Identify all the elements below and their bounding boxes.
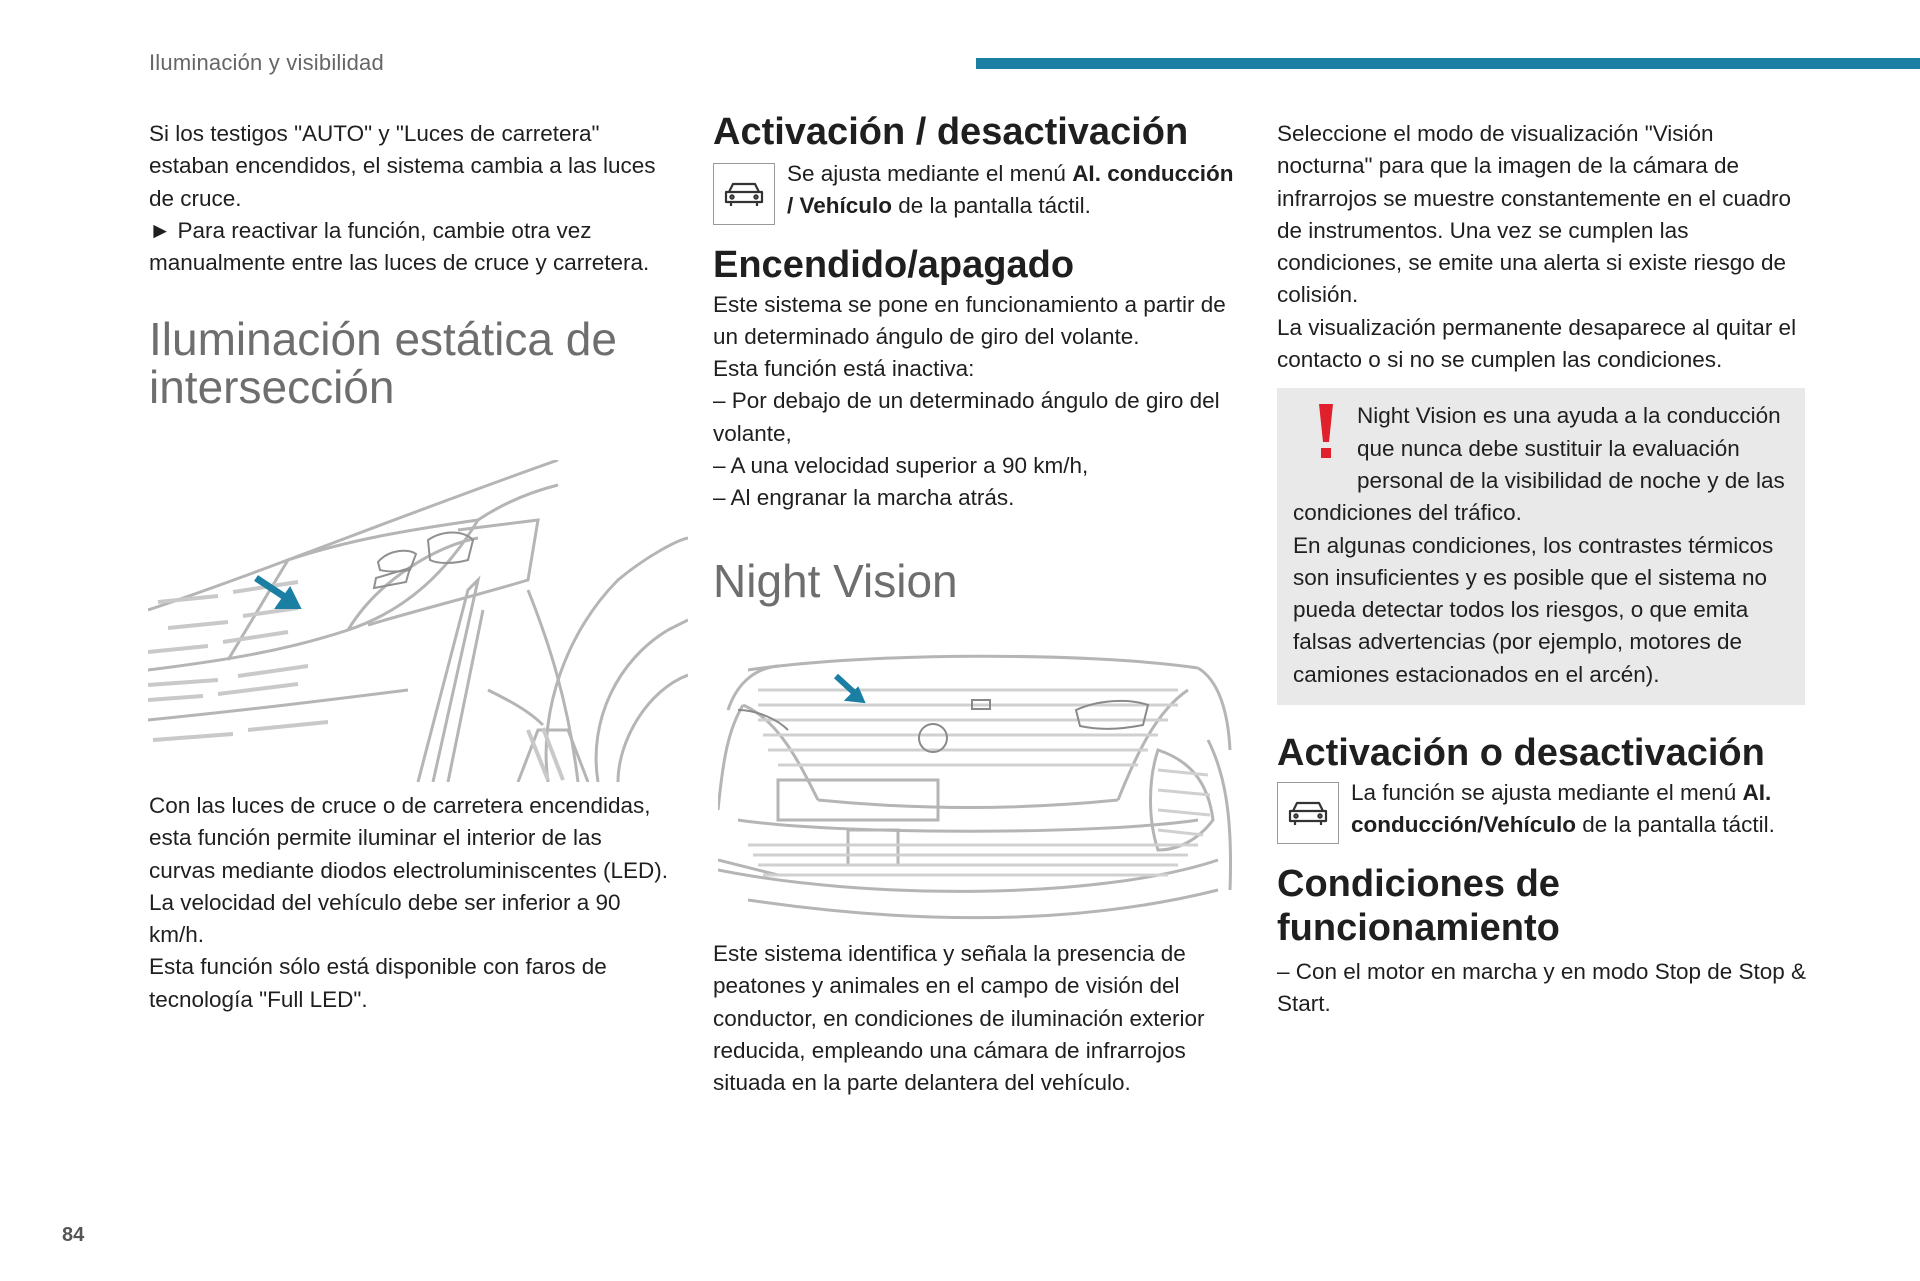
activation-heading: Activación / desactivación <box>713 111 1189 153</box>
display-mode-text: Seleccione el modo de visualización "Visión nocturna" para que la imagen de la cámara de infrarrojos se muestre constantemente en el cuadro de instrumentos. Una vez se cumplen las condiciones, se emite una alerta si existe riesgo de colisión. <box>1277 121 1792 308</box>
lighting-desc-2: La velocidad del vehículo debe ser inferior a 90 km/h. <box>149 889 621 948</box>
warning-text-2: En algunas condiciones, los contrastes térmicos son insuficientes y es posible que el sistema no pueda detectar todos los riesgos, o que emita falsas advertencias (por ejemplo, motores de camiones estacionados en el arcén). <box>1293 532 1774 687</box>
header-accent-bar <box>976 58 1920 69</box>
lighting-desc-1: Con las luces de cruce o de carretera encendidas, esta función permite iluminar el interior de las curvas mediante diodos electroluminiscentes (LED). <box>149 793 668 883</box>
inactive-item: – A una velocidad superior a 90 km/h, <box>713 453 1089 479</box>
permanent-display-text: La visualización permanente desaparece al quitar el contacto o si no se cumplen las condiciones. <box>1277 314 1797 373</box>
conditions-heading: Condiciones de funcionamiento <box>1277 862 1560 949</box>
column-2 <box>713 110 1243 605</box>
car-menu-icon <box>1277 782 1339 844</box>
section-title: Iluminación y visibilidad <box>149 50 384 75</box>
activation-text <box>713 158 1243 223</box>
activation-block-2 <box>1277 777 1807 842</box>
static-lighting-heading: Iluminación estática de intersección <box>149 313 617 414</box>
static-lighting-description <box>149 790 669 1016</box>
activation-text-2 <box>1277 777 1807 842</box>
night-vision-text: Este sistema identifica y señala la presencia de peatones y animales en el campo de visión del conductor, en condiciones de iluminación exterior reducida, empleando una cámara de infrarrojos situada en la parte delantera del vehículo. <box>713 941 1205 1096</box>
activation-block <box>713 158 1243 223</box>
car-menu-icon <box>713 163 775 225</box>
car-front-illustration <box>718 650 1236 932</box>
activation-menu-path: AI. conducción / Vehículo <box>787 161 1234 219</box>
activation-text-post: de la pantalla táctil. <box>1576 812 1775 838</box>
column-3 <box>1277 118 1807 1020</box>
activation-text-post: de la pantalla táctil. <box>892 193 1091 219</box>
headlight-illustration <box>148 460 688 782</box>
inactive-item: – Al engranar la marcha atrás. <box>713 485 1015 511</box>
activation-text-pre: Se ajusta mediante el menú <box>787 161 1073 186</box>
night-vision-description <box>713 938 1233 1099</box>
onoff-heading: Encendido/apagado <box>713 243 1075 286</box>
warning-box <box>1277 388 1805 705</box>
car-icon <box>1286 799 1330 827</box>
column-1 <box>149 118 669 414</box>
car-front-figure <box>718 650 1236 932</box>
headlight-figure <box>148 460 688 782</box>
intro-text: Si los testigos "AUTO" y "Luces de carretera" estaban encendidos, el sistema cambia a las luces de cruce. <box>149 121 656 211</box>
activation-menu-path: AI. conducción/Vehículo <box>1351 780 1772 838</box>
page-number: 84 <box>62 1224 85 1246</box>
onoff-text: Este sistema se pone en funcionamiento a partir de un determinado ángulo de giro del volante. <box>713 291 1226 349</box>
activation-heading-2: Activación o desactivación <box>1277 732 1765 775</box>
night-vision-heading: Night Vision <box>713 554 958 607</box>
inactive-intro: Esta función está inactiva: <box>713 356 975 382</box>
inactive-item: – Por debajo de un determinado ángulo de giro del volante, <box>713 388 1220 446</box>
warning-text-1: Night Vision es una ayuda a la conducción que nunca debe sustituir la evaluación personal de la visibilidad de noche y de las condiciones del tráfico. <box>1293 403 1785 526</box>
reactivate-step: ► Para reactivar la función, cambie otra vez manualmente entre las luces de cruce y carretera. <box>149 217 650 276</box>
activation-text-pre: La función se ajusta mediante el menú <box>1351 780 1743 806</box>
car-icon <box>722 180 766 208</box>
exclamation-icon <box>1309 400 1343 466</box>
lighting-desc-3: Esta función sólo está disponible con faros de tecnología "Full LED". <box>149 954 607 1012</box>
conditions-item: – Con el motor en marcha y en modo Stop de Stop & Start. <box>1277 958 1807 1016</box>
